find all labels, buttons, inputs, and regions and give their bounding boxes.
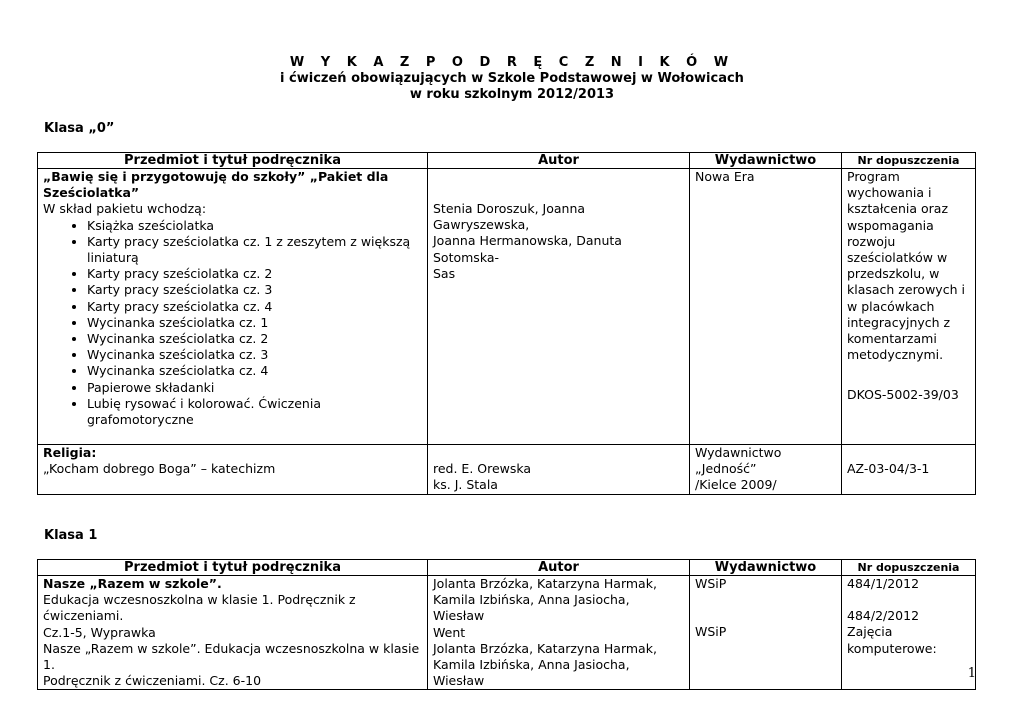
author-line: Kamila Izbińska, Anna Jasiocha, Wiesław xyxy=(433,592,630,624)
table-row xyxy=(38,445,976,495)
publisher-line: /Kielce 2009/ xyxy=(695,477,777,493)
approval-number: DKOS-5002-39/03 xyxy=(847,387,959,403)
list-item: • Karty pracy sześciolatka cz. 3 xyxy=(87,282,422,298)
list-item: • Wycinanka sześciolatka cz. 4 xyxy=(87,363,422,379)
column-header-nr: Nr dopuszczenia xyxy=(842,153,976,169)
publisher: Nowa Era xyxy=(695,169,755,184)
table-row xyxy=(38,576,976,690)
book-title-line2: Sześciolatka” xyxy=(43,185,140,201)
publisher-line: Wydawnictwo xyxy=(695,445,782,460)
publisher: WSiP xyxy=(695,576,727,591)
table-row xyxy=(38,169,976,445)
page-number: 1 xyxy=(967,666,976,681)
author-line: red. E. Orewska xyxy=(433,461,532,476)
list-item: • Wycinanka sześciolatka cz. 1 xyxy=(87,315,422,331)
approval-number: 484/2/2012 xyxy=(847,608,920,624)
column-header-title: Przedmiot i tytuł podręcznika xyxy=(38,153,428,169)
list-item: • Wycinanka sześciolatka cz. 2 xyxy=(87,331,422,347)
package-item-list xyxy=(43,218,422,429)
table-klasa-0 xyxy=(37,152,976,495)
list-item: • Karty pracy sześciolatka cz. 1 z zeszytem z większą liniaturą xyxy=(87,234,422,266)
table-klasa-1 xyxy=(37,559,976,690)
school-year: w roku szkolnym 2012/2013 xyxy=(409,87,615,102)
list-item: • Książka sześciolatka xyxy=(87,218,422,234)
author-line: Sas xyxy=(433,265,456,281)
book-description-line: Nasze „Razem w szkole”. Edukacja wczesnoszkolna w klasie 1. xyxy=(43,640,420,673)
list-item: • Karty pracy sześciolatka cz. 2 xyxy=(87,266,422,282)
column-header-author: Autor xyxy=(428,560,690,576)
section-title-klasa-1: Klasa 1 xyxy=(44,528,98,543)
package-intro: W skład pakietu wchodzą: xyxy=(43,201,207,217)
book-description-line: Cz.1-5, Wyprawka xyxy=(43,624,156,640)
approval-description: Program wychowania i kształcenia oraz wspomagania rozwoju sześciolatków w przedszkolu, w klasach zerowych i w placówkach integracyjnych z komentarzami metodycznymi. xyxy=(847,169,965,363)
author-line: Kamila Izbińska, Anna Jasiocha, Wiesław xyxy=(433,657,630,689)
approval-note: Zajęcia xyxy=(847,624,893,640)
list-item: • Lubię rysować i kolorować. Ćwiczenia grafomotoryczne xyxy=(87,396,422,428)
author-line: Jolanta Brzózka, Katarzyna Harmak, xyxy=(433,576,657,591)
author-line: Joanna Hermanowska, Danuta Sotomska- xyxy=(433,233,622,265)
section-title-klasa-0: Klasa „0” xyxy=(44,121,115,136)
document-title: W Y K A Z P O D R Ę C Z N I K Ó W xyxy=(289,55,735,70)
publisher-line: „Jedność” xyxy=(695,461,757,477)
book-title: Nasze „Razem w szkole”. xyxy=(43,576,222,591)
approval-number: AZ-03-04/3-1 xyxy=(847,461,930,476)
publisher: WSiP xyxy=(695,624,727,640)
book-description-line: Edukacja wczesnoszkolna w klasie 1. Podręcznik z ćwiczeniami. xyxy=(43,592,356,624)
column-header-author: Autor xyxy=(428,153,690,169)
column-header-publisher: Wydawnictwo xyxy=(690,153,842,169)
column-header-title: Przedmiot i tytuł podręcznika xyxy=(38,560,428,576)
approval-note: komputerowe: xyxy=(847,640,937,656)
list-item: • Wycinanka sześciolatka cz. 3 xyxy=(87,347,422,363)
author-line: Went xyxy=(433,624,466,640)
author-line: Stenia Doroszuk, Joanna Gawryszewska, xyxy=(433,201,586,233)
document-subtitle: i ćwiczeń obowiązujących w Szkole Podstawowej w Wołowicach xyxy=(280,71,744,86)
subject-name: Religia: xyxy=(43,445,97,460)
book-title-line1: „Bawię się i przygotowuję do szkoły” „Pakiet dla xyxy=(43,169,389,184)
author-line: Jolanta Brzózka, Katarzyna Harmak, xyxy=(433,640,657,656)
author-line: ks. J. Stala xyxy=(433,477,498,493)
approval-number: 484/1/2012 xyxy=(847,576,920,591)
book-description-line: Podręcznik z ćwiczeniami. Cz. 6-10 xyxy=(43,673,262,689)
book-title: „Kocham dobrego Boga” – katechizm xyxy=(43,461,276,477)
column-header-publisher: Wydawnictwo xyxy=(690,560,842,576)
column-header-nr: Nr dopuszczenia xyxy=(842,560,976,576)
list-item: • Papierowe składanki xyxy=(87,380,422,396)
list-item: • Karty pracy sześciolatka cz. 4 xyxy=(87,299,422,315)
